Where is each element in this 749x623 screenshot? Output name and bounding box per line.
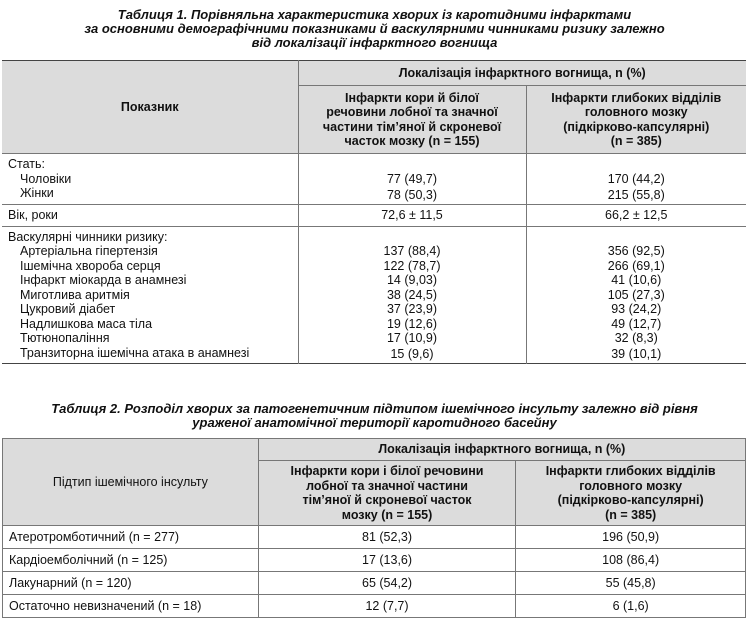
- row-label: Ішемічна хвороба серця: [20, 258, 161, 273]
- cell-cortical: 65 (54,2): [258, 572, 516, 595]
- table2: [2, 438, 746, 618]
- row-label: Лакунарний (n = 120): [3, 572, 259, 595]
- header-line: Інфаркти кори й білої: [345, 90, 479, 105]
- header-line: речовини лобної та значної: [326, 105, 498, 119]
- table2-caption-line: Таблиця 2. Розподіл хворих за патогенетичним підтипом ішемічного інсульту залежно від рівня: [51, 401, 698, 416]
- cell-cortical: 19 (12,6): [298, 317, 526, 332]
- table2-caption-line: ураженої анатомічної території каротидного басейну: [192, 415, 557, 430]
- cell-cortical: 81 (52,3): [258, 526, 516, 549]
- cell-cortical: 77 (49,7): [298, 172, 526, 187]
- table2-header-localization: Локалізація інфарктного вогнища, n (%): [258, 439, 745, 461]
- header-line: (підкірково-капсулярні): [557, 493, 704, 507]
- table1-header-localization: Локалізація інфарктного вогнища, n (%): [298, 61, 746, 86]
- row-label: Цукровий діабет: [20, 302, 116, 316]
- table1-col-header-indicator: Показник: [120, 99, 179, 114]
- cell-deep: 66,2 ± 12,5: [526, 204, 746, 226]
- cell-deep: 356 (92,5): [526, 244, 746, 259]
- table1-caption-line: від локалізації інфарктного вогнища: [251, 35, 498, 50]
- table-row: [2, 288, 746, 303]
- table-row: [2, 331, 746, 346]
- row-label: Кардіоемболічний (n = 125): [3, 549, 259, 572]
- cell-deep: 32 (8,3): [526, 331, 746, 346]
- cell-deep: 41 (10,6): [526, 273, 746, 288]
- cell-cortical: 15 (9,6): [298, 346, 526, 364]
- table1-col-header-cortical: [298, 86, 526, 154]
- header-line: лобної та значної частини: [306, 478, 468, 493]
- cell-deep: 93 (24,2): [526, 302, 746, 317]
- row-label: Атеротромботичний (n = 277): [3, 526, 259, 549]
- cell-deep: 215 (55,8): [526, 186, 746, 204]
- cell-deep: 6 (1,6): [516, 595, 746, 618]
- table1-section-risk: Васкулярні чинники ризику:: [2, 226, 298, 244]
- table1-caption: [0, 8, 749, 50]
- cell-deep: 266 (69,1): [526, 259, 746, 274]
- table-row: [2, 204, 746, 226]
- table1-caption-line: Таблиця 1. Порівняльна характеристика хворих із каротидними інфарктами: [117, 7, 632, 22]
- cell-deep: 49 (12,7): [526, 317, 746, 332]
- cell-cortical: 14 (9,03): [298, 273, 526, 288]
- table-row: [2, 172, 746, 187]
- table-row: [2, 317, 746, 332]
- cell-deep: 196 (50,9): [516, 526, 746, 549]
- header-line: головного мозку: [579, 478, 683, 493]
- cell-deep: 105 (27,3): [526, 288, 746, 303]
- header-line: мозку (n = 155): [341, 507, 433, 522]
- header-line: частини тім’яної й скроневої: [322, 119, 502, 134]
- row-label: Вік, роки: [2, 204, 298, 226]
- table1-col-header-deep: [526, 86, 746, 154]
- table1-caption-line: за основними демографічними показниками й васкулярними чинниками ризику залежно: [84, 21, 665, 36]
- table-row: [3, 549, 746, 572]
- header-line: Інфаркти глибоких відділів: [545, 464, 716, 478]
- cell-cortical: 17 (10,9): [298, 331, 526, 346]
- table-row: [2, 346, 746, 364]
- table-row: [2, 186, 746, 204]
- table2-caption: [0, 402, 749, 430]
- table-row: [2, 244, 746, 259]
- header-line: (n = 385): [605, 507, 657, 522]
- table-row: [3, 526, 746, 549]
- table-row: [2, 273, 746, 288]
- row-label: Остаточно невизначений (n = 18): [3, 595, 259, 618]
- header-line: Інфаркти глибоких відділів: [551, 90, 722, 105]
- row-label: Транзиторна ішемічна атака в анамнезі: [20, 345, 250, 360]
- cell-cortical: 122 (78,7): [298, 259, 526, 274]
- table2-col-header-subtype: Підтип ішемічного інсульту: [3, 439, 259, 526]
- header-line: (підкірково-капсулярні): [563, 119, 710, 134]
- row-label: Артеріальна гіпертензія: [20, 244, 158, 258]
- cell-cortical: 37 (23,9): [298, 302, 526, 317]
- cell-cortical: 72,6 ± 11,5: [298, 204, 526, 226]
- header-line: часток мозку (n = 155): [344, 134, 480, 148]
- table-row: [3, 595, 746, 618]
- table2-col-header-deep: [516, 461, 746, 526]
- table-row: [3, 572, 746, 595]
- table2-col-header-cortical: [258, 461, 516, 526]
- cell-deep: 39 (10,1): [526, 346, 746, 364]
- cell-deep: 55 (45,8): [516, 572, 746, 595]
- cell-cortical: 38 (24,5): [298, 288, 526, 303]
- row-label: Миготлива аритмія: [20, 287, 130, 302]
- cell-cortical: 137 (88,4): [298, 244, 526, 259]
- row-label: Тютюнопаління: [20, 331, 110, 345]
- header-line: (n = 385): [610, 134, 662, 148]
- row-label: Жінки: [20, 186, 54, 200]
- table1: [2, 60, 746, 364]
- row-label: Чоловіки: [20, 171, 72, 186]
- header-line: Інфаркти кори і білої речовини: [290, 464, 484, 478]
- row-label: Інфаркт міокарда в анамнезі: [20, 273, 187, 287]
- table-row: [2, 259, 746, 274]
- header-line: головного мозку: [584, 105, 688, 119]
- header-line: тім’яної й скроневої часток: [302, 493, 472, 507]
- table1-section-sex: Стать:: [2, 154, 298, 172]
- cell-deep: 170 (44,2): [526, 172, 746, 187]
- cell-cortical: 78 (50,3): [298, 186, 526, 204]
- cell-deep: 108 (86,4): [516, 549, 746, 572]
- table-row: [2, 302, 746, 317]
- cell-cortical: 17 (13,6): [258, 549, 516, 572]
- row-label: Надлишкова маса тіла: [20, 316, 153, 331]
- cell-cortical: 12 (7,7): [258, 595, 516, 618]
